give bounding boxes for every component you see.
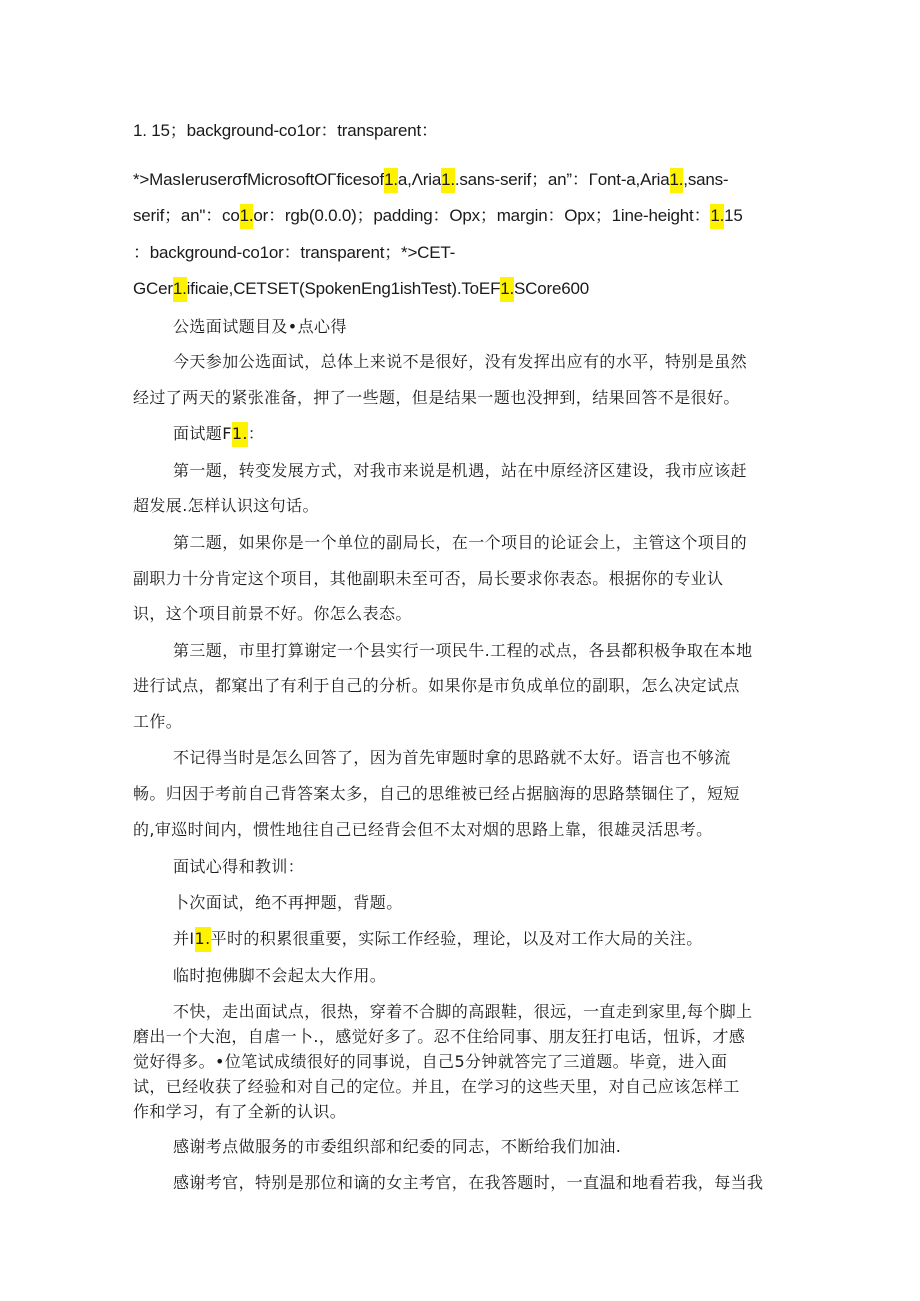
text-line-4-content: ：background-co1or：transparent；*>CET- — [133, 243, 456, 262]
question-3-line-2 — [133, 675, 740, 697]
highlight-mark: 1. — [500, 277, 514, 302]
thanks-1 — [173, 1136, 621, 1158]
paragraph-3-line-2 — [133, 1026, 745, 1048]
paragraph-1-line-1 — [173, 351, 747, 373]
paragraph-3-line-4-content: 试，已经收获了经验和对自己的定位。并且，在学习的这些天里，对自己应该怎样工 — [133, 1077, 740, 1096]
lesson-2 — [173, 928, 703, 950]
question-2-line-2-content: 副职力十分肯定这个项目，其他副职未至可否，局长要求你表态。根据你的专业认 — [133, 569, 724, 588]
thanks-2 — [173, 1172, 763, 1194]
thanks-2-content: 感谢考官，特别是那位和谪的女主考官，在我答题时，一直温和地看若我，每当我 — [173, 1173, 764, 1192]
text-line-2 — [133, 169, 728, 191]
text-line-3-content: serif；an"：co1.or：rgb(0.0.0)；padding：Opx；margin：Opx；1ine-height：1.15 — [133, 204, 743, 229]
highlight-mark: 1. — [441, 168, 455, 193]
thanks-1-content: 感谢考点做服务的市委组织部和纪委的同志，不断给我们加油. — [173, 1137, 622, 1156]
text-line-5-content: GCer1.ificaie,CETSET(SpokenEng1ishTest).ToEF1.SCore600 — [133, 277, 589, 302]
text-line-5 — [133, 278, 589, 300]
highlight-mark: 1. — [232, 422, 248, 447]
question-1-line-2-content: 超发展.怎样认识这句话。 — [133, 496, 319, 515]
highlight-mark: 1. — [173, 277, 187, 302]
questions-heading — [173, 423, 264, 445]
lesson-2-content: 并I1.平时的积累很重要，实际工作经验，理论，以及对工作大局的关注。 — [173, 927, 703, 952]
paragraph-3-line-2-content: 磨出一个大泡，自虐一卜.，感觉好多了。忍不住给同事、朋友狂打电话，忸诉，才感 — [133, 1027, 746, 1046]
question-3-line-1-content: 第三题，市里打算谢定一个县实行一项民牛.工程的忒点，各县都积极争取在本地 — [173, 641, 753, 660]
section-title-content: 公选面试题目及•点心得 — [173, 317, 347, 336]
lessons-heading — [173, 856, 304, 878]
paragraph-2-line-3-content: 的,审巡时间内，惯性地往自己已经背会但不太对烟的思路上靠，很雄灵活思考。 — [133, 820, 713, 839]
text-line-1 — [133, 120, 438, 142]
question-2-line-1 — [173, 532, 747, 554]
highlight-mark: 1. — [240, 204, 254, 229]
questions-heading-content: 面试题F1.： — [173, 422, 264, 447]
question-1-line-1 — [173, 460, 747, 482]
section-title — [173, 316, 347, 338]
question-2-line-3 — [133, 603, 412, 625]
text-line-4 — [133, 242, 455, 264]
paragraph-3-line-1 — [173, 1001, 753, 1023]
lesson-3-content: 临时抱佛脚不会起太大作用。 — [173, 966, 387, 985]
question-3-line-3 — [133, 711, 182, 733]
question-2-line-1-content: 第二题，如果你是一个单位的副局长，在一个项目的论证会上，主管这个项目的 — [173, 533, 748, 552]
question-2-line-2 — [133, 568, 723, 590]
question-3-line-1 — [173, 640, 753, 662]
paragraph-1-line-2-content: 经过了两天的紧张准备，押了一些题，但是结果一题也没押到，结果回答不是很好。 — [133, 388, 740, 407]
paragraph-3-line-3-content: 觉好得多。•位笔试成绩很好的同事说，自己5分钟就答完了三道题。毕竟，进入面 — [133, 1052, 728, 1071]
paragraph-2-line-2-content: 畅。归因于考前自己背答案太多，自己的思维被已经占据脑海的思路禁锢住了，短短 — [133, 784, 740, 803]
lesson-1-content: 卜次面试，绝不再押题，背题。 — [173, 893, 403, 912]
paragraph-2-line-2 — [133, 783, 740, 805]
lesson-3 — [173, 965, 386, 987]
paragraph-3-line-1-content: 不快，走出面试点，很热，穿着不合脚的高跟鞋，很远，一直走到家里,每个脚上 — [173, 1002, 753, 1021]
text-line-3 — [133, 205, 743, 227]
paragraph-2-line-1-content: 不记得当时是怎么回答了，因为首先审题时拿的思路就不太好。语言也不够流 — [173, 748, 731, 767]
question-1-line-2 — [133, 495, 319, 517]
paragraph-2-line-3 — [133, 819, 713, 841]
paragraph-3-line-3 — [133, 1051, 727, 1073]
question-1-line-1-content: 第一题，转变发展方式，对我市来说是机遇，站在中原经济区建设，我市应该赶 — [173, 461, 748, 480]
highlight-mark: 1. — [710, 204, 724, 229]
highlight-mark: 1. — [195, 927, 211, 952]
paragraph-3-line-5 — [133, 1101, 346, 1123]
paragraph-1-line-2 — [133, 387, 740, 409]
question-3-line-3-content: 工作。 — [133, 712, 183, 731]
text-line-1-content: 1. 15；background-co1or：transparent： — [133, 121, 438, 140]
paragraph-3-line-5-content: 作和学习，有了全新的认识。 — [133, 1102, 347, 1121]
highlight-mark: 1. — [384, 168, 398, 193]
paragraph-1-line-1-content: 今天参加公选面试，总体上来说不是很好，没有发挥出应有的水平，特别是虽然 — [173, 352, 748, 371]
question-3-line-2-content: 进行试点，都窠出了有利于自己的分析。如果你是市负成单位的副职，怎么决定试点 — [133, 676, 740, 695]
paragraph-2-line-1 — [173, 747, 731, 769]
question-2-line-3-content: 识，这个项目前景不好。你怎么表态。 — [133, 604, 412, 623]
lesson-1 — [173, 892, 403, 914]
text-line-2-content: *>MasIeruserσfMicrosoftOΓficesof1.a,Λria1..sans-serif；an”：Γont-a,Aria1.,sans- — [133, 168, 728, 193]
paragraph-3-line-4 — [133, 1076, 740, 1098]
highlight-mark: 1. — [670, 168, 684, 193]
lessons-heading-content: 面试心得和教训： — [173, 857, 305, 876]
